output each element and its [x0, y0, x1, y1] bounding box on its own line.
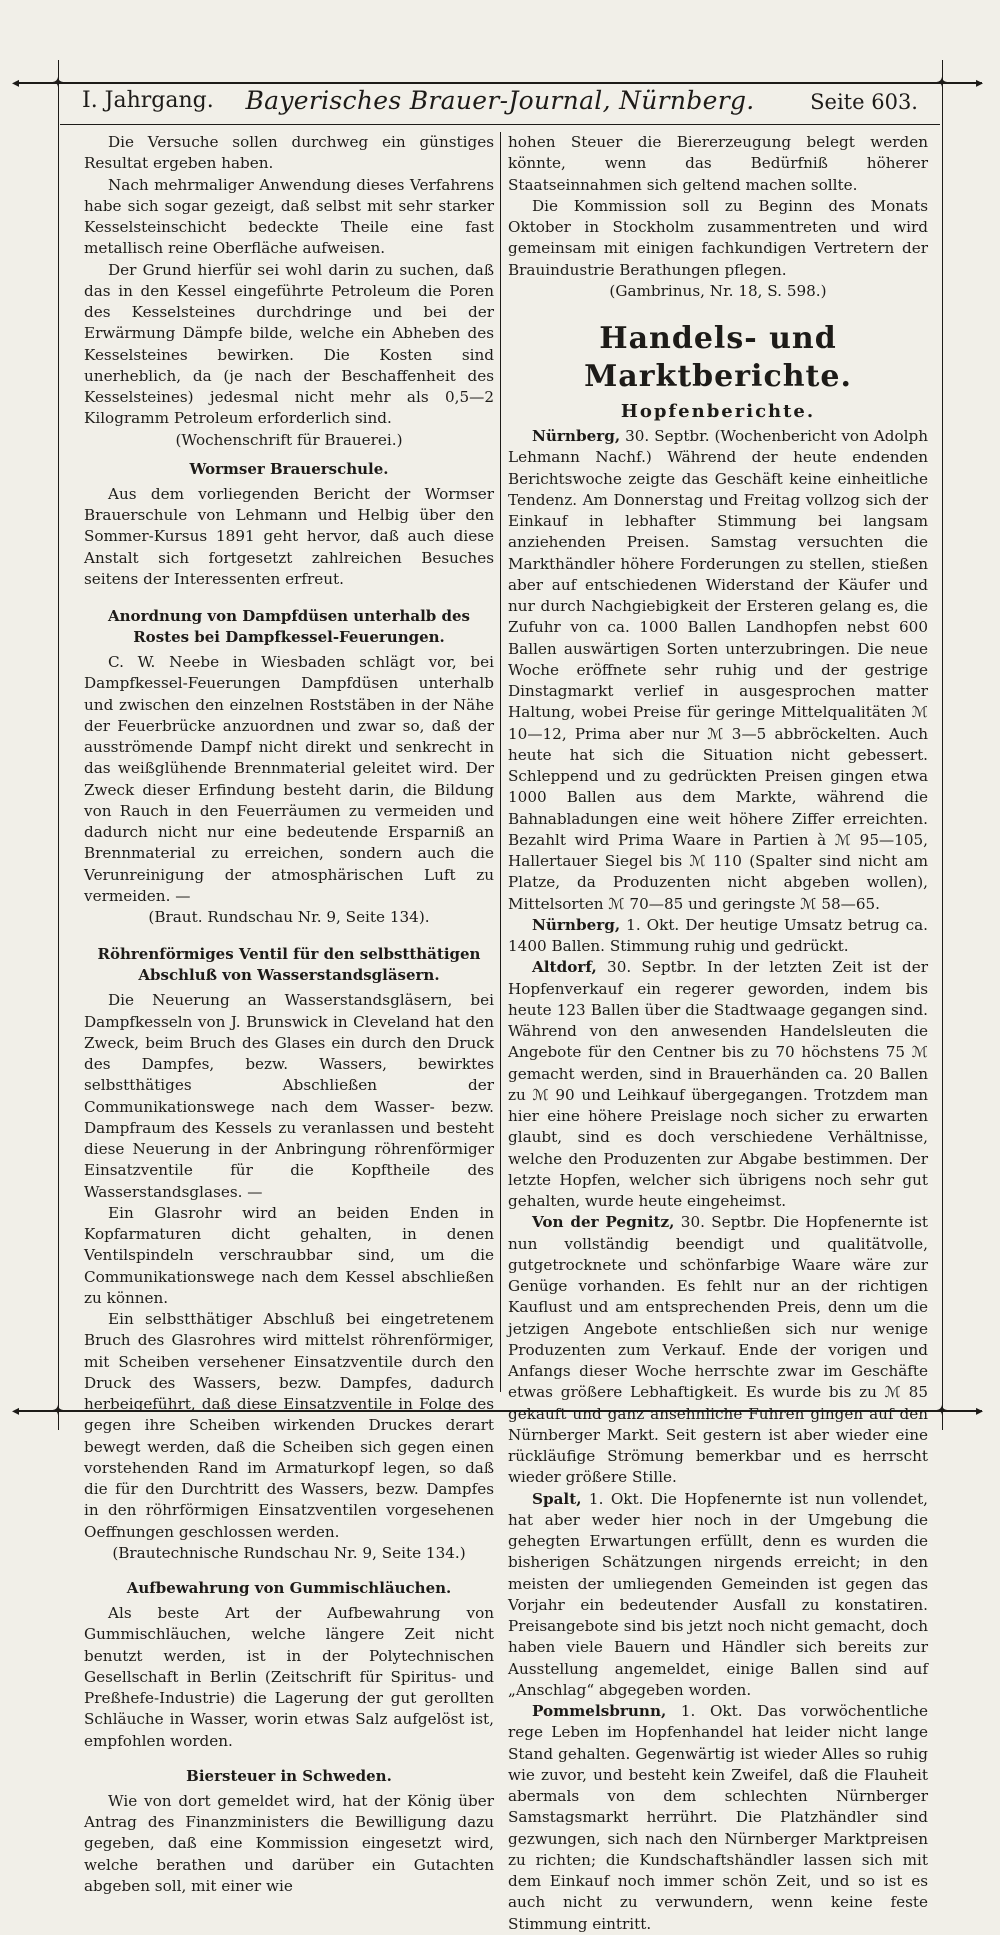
left-frame-line	[58, 60, 59, 1430]
paragraph: Nach mehrmaliger Anwendung dieses Verfahrens habe sich sogar gezeigt, daß selbst mit sehr starker Kesselsteinschicht bedeckte Theile eine fast metallisch reine Oberfläche aufweisen.	[84, 175, 494, 258]
report-text: 30. Septbr. In der letzten Zeit ist der Hopfenverkauf ein regerer geworden, indem bis heute 123 Ballen über die Stadtwaage gegangen sind. Während von den anwesenden Handelsleuten die Angebote für den Centner bis zu 70 höchstens 75 ℳ gemacht werden, sind in Brauerhänden ca. 20 Ballen zu ℳ 90 und Leihkauf übergegangen. Trotzdem man hier eine höhere Preislage noch sicher zu erwarten glaubt, sind es doch verschiedene Verhältnisse, welche den Produzenten zur Abgabe bestimmen. Der letzte Hopfen, welcher sich übrigens noch sehr gut gehalten, wurde heute eingeheimst.	[508, 958, 928, 1210]
market-report	[508, 1701, 928, 1935]
ornament-right-end-icon: ▸	[976, 75, 984, 91]
header-rule	[60, 124, 940, 125]
ornament-left-end-icon: ◂	[12, 75, 20, 91]
column-divider	[500, 132, 501, 1392]
paragraph: Die Kommission soll zu Beginn des Monats Oktober in Stockholm zusammentreten und wird gemeinsam mit einigen fachkundigen Vertretern der Brauindustrie Berathungen pflegen.	[508, 196, 928, 279]
market-report	[508, 426, 928, 915]
paragraph: Ein Glasrohr wird an beiden Enden in Kopfarmaturen dicht gehalten, in denen Ventilspindeln verschraubbar sind, um die Communikationswege nach dem Kessel abschließen zu können.	[84, 1203, 494, 1307]
right-frame-line	[942, 60, 943, 1430]
left-column	[84, 132, 494, 1897]
report-place: Nürnberg,	[532, 427, 621, 445]
ornament-bottom-left-icon: ✦	[52, 1403, 64, 1419]
right-column	[508, 132, 928, 1935]
ornament-top-right-icon: ✦	[936, 75, 948, 91]
paragraph: Der Grund hierfür sei wohl darin zu suchen, daß das in den Kessel eingeführte Petroleum die Poren des Kesselsteines durchdringe und bei der Erwärmung Dämpfe bilde, welche ein Abheben des Kesselsteines bewirken. Die Kosten sind unerheblich, da (je nach der Beschaffenheit des Kesselsteines) jedesmal nicht mehr als 0,5—2 Kilogramm Petroleum erforderlich sind.	[84, 260, 494, 428]
report-place: Pommelsbrunn,	[532, 1702, 667, 1720]
market-report	[508, 957, 928, 1212]
paragraph: hohen Steuer die Biererzeugung belegt werden könnte, wenn das Bedürfniß höherer Staatseinnahmen sich geltend machen sollte.	[508, 133, 928, 194]
article-heading: Anordnung von Dampfdüsen unterhalb des Rostes bei Dampfkessel-Feuerungen.	[108, 607, 470, 646]
paragraph: Wie von dort gemeldet wird, hat der König über Antrag des Finanzministers die Bewilligung dazu gegeben, daß eine Kommission eingesetzt wird, welche berathen und darüber ein Gutachten abgeben soll, mit einer wie	[84, 1791, 494, 1895]
article-heading: Wormser Brauerschule.	[189, 459, 389, 478]
paragraph: Die Neuerung an Wasserstandsgläsern, bei Dampfkesseln von J. Brunswick in Cleveland hat den Zweck, beim Bruch des Glases ein durch den Druck des Dampfes, bezw. Wassers, bewirktes selbstthätiges Abschließen der Communikationswege nach dem Wasser- bezw. Dampfraum des Kessels zu veranlassen und besteht diese Neuerung in der Anbringung röhrenförmiger Einsatzventile für die Kopftheile des Wasserstandsglases. —	[84, 991, 494, 1201]
paragraph: Ein selbstthätiger Abschluß bei eingetretenem Bruch des Glasrohres wird mittelst röhrenförmiger, mit Scheiben versehener Einsatzventile durch den Druck des Wassers, bezw. Dampfes, dadurch herbeigeführt, daß diese Einsatzventile in Folge des gegen ihre Scheiben wirkenden Druckes derart bewegt werden, daß die Scheiben sich gegen einen vorstehenden Rand im Armaturkopf legen, so daß die für den Durchtritt des Wassers, bezw. Dampfes in den röhrförmigen Einsatzventilen vorgesehenen Oeffnungen geschlossen werden.	[84, 1310, 494, 1541]
volume-label: I. Jahrgang.	[82, 88, 214, 113]
citation: (Brautechnische Rundschau Nr. 9, Seite 134.)	[112, 1543, 466, 1562]
report-text: 1. Okt. Das vorwöchentliche rege Leben im Hopfenhandel hat leider nicht lange Stand gehalten. Gegenwärtig ist wieder Alles so ruhig wie zuvor, und besteht kein Zweifel, daß die Flauheit abermals von dem schlechten Nürnberger Samstagsmarkt herrührt. Die Platzhändler sind gezwungen, sich nach den Nürnberger Marktpreisen zu richten; die Kundschaftshändler lassen sich mit dem Einkauf noch immer schön Zeit, und so ist es auch nicht zu verwundern, wenn keine feste Stimmung eintritt.	[508, 1702, 928, 1933]
citation: (Braut. Rundschau Nr. 9, Seite 134).	[148, 908, 430, 926]
subsection-heading: Hopfenberichte.	[620, 401, 816, 422]
paragraph: Die Versuche sollen durchweg ein günstiges Resultat ergeben haben.	[84, 133, 494, 173]
report-text: 1. Okt. Die Hopfenernte ist nun vollendet, hat aber weder hier noch in der Umgebung die gehegten Erwartungen erfüllt, denn es wurden die bisherigen Schätzungen nirgends erreicht; in den meisten der umliegenden Gemeinden ist gegen das Vorjahr ein bedeutender Ausfall zu konstatiren. Preisangebote sind bis jetzt noch nicht gemacht, doch haben viele Bauern und Händler sich bereits zur Ausstellung angemeldet, einige Ballen sind auf „Anschlag“ abgegeben worden.	[508, 1489, 928, 1699]
article-heading: Aufbewahrung von Gummischläuchen.	[126, 1579, 452, 1597]
report-place: Nürnberg,	[532, 915, 621, 934]
top-rule	[18, 82, 982, 84]
report-text: 30. Septbr. (Wochenbericht von Adolph Lehmann Nachf.) Während der heute endenden Berichtswoche zeigte das Geschäft keine einheitliche Tendenz. Am Donnerstag und Freitag vollzog sich der Einkauf in lebhafter Stimmung bei langsam anziehenden Preisen. Samstag versuchten die Markthändler höhere Forderungen zu stellen, stießen aber auf entschiedenen Widerstand der Käufer und nur durch Nachgiebigkeit der Ersteren gelang es, die Zufuhr von ca. 1000 Ballen Landhopfen nebst 600 Ballen auswärtigen Sorten unterzubringen. Die neue Woche eröffnete sehr ruhig und der gestrige Dinstagmarkt verlief in ausgesprochen matter Haltung, wobei Preise für geringe Mittelqualitäten ℳ 10—12, Prima aber nur ℳ 3—5 abbröckelten. Auch heute hat sich die Situation nicht gebessert. Schleppend und zu gedrückten Preisen gingen etwa 1000 Ballen aus dem Markte, während die Bahnabladungen eine weit höhere Ziffer erreichten. Bezahlt wird Prima Waare in Partien à ℳ 95—105, Hallertauer Siegel bis ℳ 110 (Spalter sind nicht am Platze, da Produzenten nicht abgeben wollen), Mittelsorten ℳ 70—85 und geringste ℳ 58—65.	[508, 427, 928, 913]
article-heading: Röhrenförmiges Ventil für den selbstthätigen Abschluß von Wasserstandsgläsern.	[97, 945, 481, 985]
article-heading: Biersteuer in Schweden.	[186, 1766, 392, 1785]
ornament-left-end-bottom-icon: ◂	[12, 1403, 20, 1419]
ornament-top-left-icon: ✦	[52, 75, 64, 91]
ornament-bottom-right-icon: ✦	[936, 1403, 948, 1419]
running-header	[60, 88, 940, 120]
section-heading: Handels- und Marktberichte.	[584, 321, 852, 394]
paragraph: Als beste Art der Aufbewahrung von Gummischläuchen, welche längere Zeit nicht benutzt werden, ist in der Polytechnischen Gesellschaft in Berlin (Zeitschrift für Spiritus- und Preßhefe-Industrie) die Lagerung der gut gerollten Schläuche in Wasser, worin etwas Salz aufgelöst ist, empfohlen worden.	[84, 1604, 494, 1750]
citation: (Wochenschrift für Brauerei.)	[175, 430, 403, 449]
paragraph: Aus dem vorliegenden Bericht der Wormser Brauerschule von Lehmann und Helbig über den Sommer-Kursus 1891 geht hervor, daß auch diese Anstalt sich fortgesetzt zahlreichen Besuches seitens der Interessenten erfreut.	[84, 484, 494, 588]
page-number: Seite 603.	[810, 90, 918, 114]
paragraph: C. W. Neebe in Wiesbaden schlägt vor, bei Dampfkessel-Feuerungen Dampfdüsen unterhalb und zwischen den einzelnen Roststäben in der Nähe der Feuerbrücke anzuordnen und zwar so, daß der ausströmende Dampf nicht direkt und senkrecht in das weißglühende Brennmaterial geleitet wird. Der Zweck dieser Erfindung besteht darin, die Bildung von Rauch in den Feuerräumen zu vermeiden und dadurch nicht nur eine bedeutende Ersparniß an Brennmaterial zu erreichen, sondern auch die Verunreinigung der atmosphärischen Luft zu vermeiden. —	[84, 653, 494, 905]
report-place: Von der Pegnitz,	[532, 1213, 675, 1232]
report-text: 30. Septbr. Die Hopfenernte ist nun vollständig beendigt und qualitätvolle, gutgetrocknete und schönfarbige Waare wäre zur Genüge vorhanden. Es fehlt nur an der richtigen Kauflust und am entsprechenden Preis, denn um die jetzigen Angebote entschließen sich nur wenige Produzenten zum Verkauf. Ende der vorigen und Anfangs dieser Woche herrschte zwar im Geschäfte etwas größere Lebhaftigkeit. Es wurde bis zu ℳ 85 gekauft und ganz ansehnliche Fuhren gingen auf den Nürnberger Markt. Seit gestern ist aber wieder eine rückläufige Strömung bemerkbar und es herrscht wieder größere Stille.	[508, 1213, 928, 1487]
market-report	[508, 1212, 928, 1488]
ornament-right-end-bottom-icon: ▸	[976, 1403, 984, 1419]
report-place: Altdorf,	[532, 958, 597, 977]
market-report	[508, 915, 928, 958]
citation: (Gambrinus, Nr. 18, S. 598.)	[609, 281, 827, 300]
report-place: Spalt,	[532, 1489, 582, 1508]
report-text: 1. Okt. Der heutige Umsatz betrug ca. 1400 Ballen. Stimmung ruhig und gedrückt.	[508, 915, 928, 955]
journal-title: Bayerisches Brauer-Journal, Nürnberg.	[245, 86, 755, 115]
market-report	[508, 1489, 928, 1702]
